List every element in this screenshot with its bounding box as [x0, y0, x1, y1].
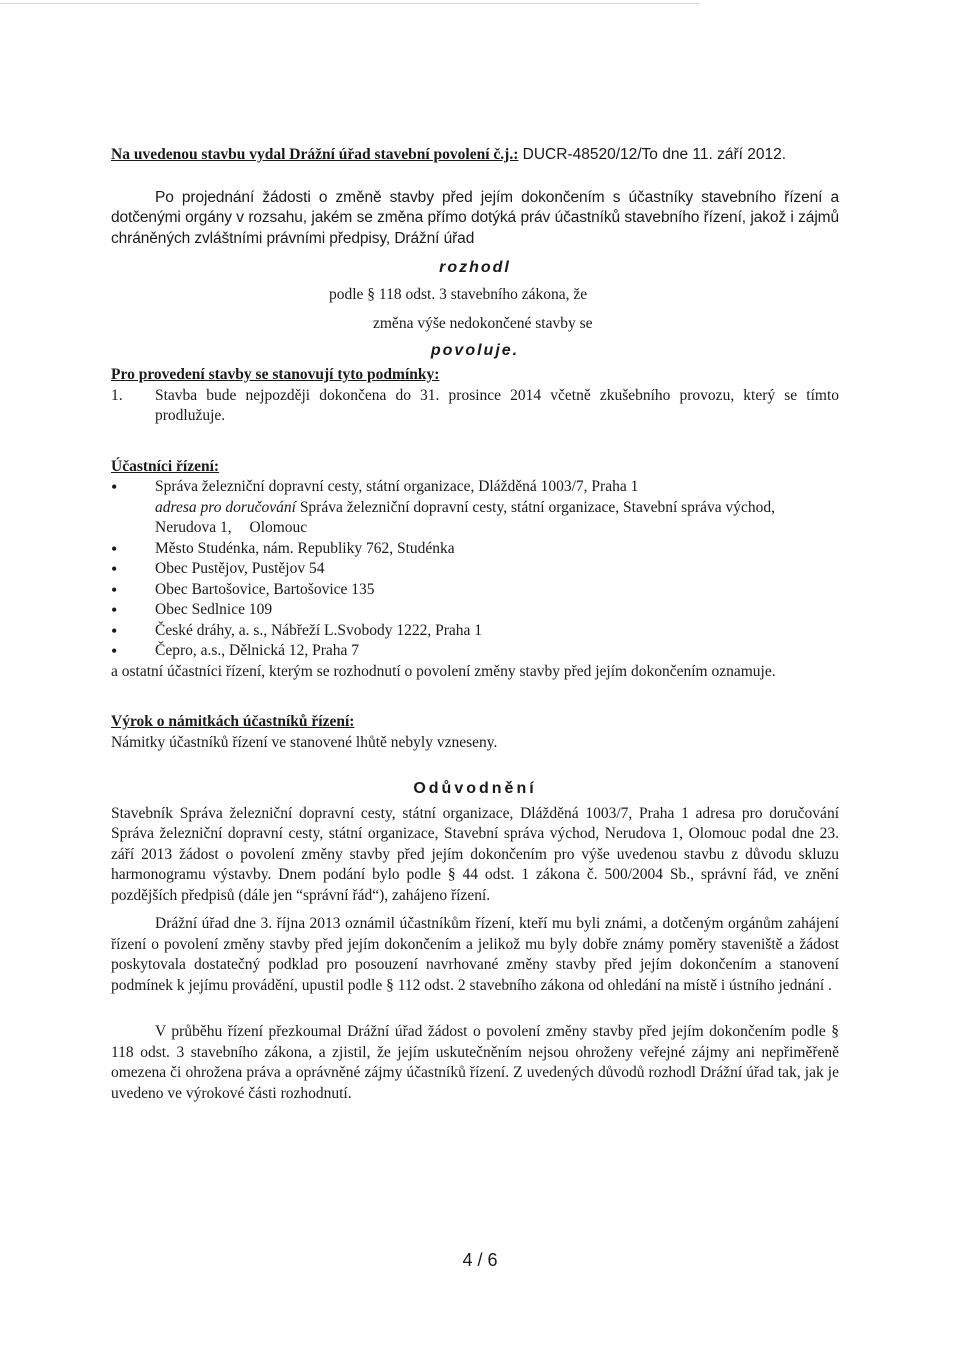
reasoning-paragraph-3: V průběhu řízení přezkoumal Drážní úřad žádost o povolení změny stavby před jejím dokončením podle § 118 odst. 3 stavebního zákona, a zjistil, že jejím uskutečněním nejsou ohroženy veřejné zájmy ani nepřiměřeně omezena či ohrožena práva a oprávněné zájmy účastníků řízení. Z uvedených důvodů rozhodl Drážní úřad tak, jak je uvedeno ve výrokové části rozhodnutí.: [111, 1023, 839, 1102]
top-scan-line: [0, 3, 700, 4]
decision-basis: podle § 118 odst. 3 stavebního zákona, že: [329, 285, 588, 303]
document-page: [111, 145, 839, 1104]
intro-paragraph: Po projednání žádosti o změně stavby před jejím dokončením s účastníky stavebního řízení a dotčenými orgány v rozsahu, jakém se změna přímo dotýká práv účastníků stavebního řízení, jakož i zájmů chráněných zvláštními právními předpisy, Drážní úřad: [111, 188, 839, 247]
participant-item: • Obec Bartošovice, Bartošovice 135: [111, 580, 839, 601]
participants-list: [111, 477, 839, 662]
participants-closing: a ostatní účastníci řízení, kterým se rozhodnutí o povolení změny stavby před jejím dokončením oznamuje.: [111, 662, 776, 680]
delivery-address: Správa železniční dopravní cesty, státní organizace, Stavební správa východ, Nerudova 1,: [155, 498, 775, 536]
delivery-address-city: Olomouc: [249, 519, 308, 536]
permit-reference: [111, 145, 839, 166]
participant-item: • České dráhy, a. s., Nábřeží L.Svobody 1222, Praha 1: [111, 621, 839, 642]
condition-number: 1.: [111, 386, 123, 404]
reasoning-title: Odůvodnění: [413, 780, 537, 797]
decision-heading: rozhodl: [439, 259, 511, 276]
participants-title: Účastníci řízení:: [111, 457, 220, 475]
reasoning-paragraph-2: Drážní úřad dne 3. října 2013 oznámil účastníkům řízení, kteří mu byli známi, a dotčeným orgánům zahájení řízení o povolení změny stavby před jejím dokončením a jelikož mu byly dobře známy poměry staveniště a žádost poskytovala dostatečný podklad pro posouzení navrhované změny stavby před jejím dokončením a stanovení podmínek k jejímu provádění, upustil podle § 112 odst. 2 stavebního zákona od ohledání na místě i ústního jednání .: [111, 915, 839, 994]
permit-reference-number: DUCR-48520/12/To dne 11. září 2012.: [518, 146, 787, 163]
permit-heading: povoluje.: [430, 341, 520, 359]
condition-text: Stavba bude nejpozději dokončena do 31. prosince 2014 včetně zkušebního provozu, který se tímto prodlužuje.: [155, 386, 839, 424]
objections-title: Výrok o námitkách účastníků řízení:: [111, 713, 355, 730]
participant-item: • Město Studénka, nám. Republiky 762, Studénka: [111, 539, 839, 560]
participant-item: [111, 477, 839, 539]
reasoning-paragraph-1: Stavebník Správa železniční dopravní cesty, státní organizace, Dlážděná 1003/7, Praha 1 adresa pro doručování Správa železniční dopravní cesty, státní organizace, Stavební správa východ, Nerudova 1, Olomouc podal dne 23. září 2013 žádost o povolení změny stavby před jejím dokončením pro výše uvedenou stavbu z důvodu skluzu harmonogramu výstavby. Dnem podání bylo podle § 44 odst. 1 zákona č. 500/2004 Sb., správní řád, ve znění pozdějších předpisů (dále jen “správní řád“), zahájeno řízení.: [111, 804, 839, 904]
participant-item: • Čepro, a.s., Dělnická 12, Praha 7: [111, 641, 839, 662]
participant-item: • Obec Sedlnice 109: [111, 600, 839, 621]
condition-item: [111, 386, 839, 427]
page-number: 4 / 6: [462, 1250, 498, 1270]
participant-item: • Obec Pustějov, Pustějov 54: [111, 559, 839, 580]
delivery-address-label: adresa pro doručování: [155, 498, 296, 516]
decision-object: změna výše nedokončené stavby se: [373, 315, 593, 332]
permit-reference-label: Na uvedenou stavbu vydal Drážní úřad stavební povolení č.j.:: [111, 146, 519, 163]
objections-text: Námitky účastníků řízení ve stanovené lhůtě nebyly vzneseny.: [111, 733, 498, 751]
conditions-title: Pro provedení stavby se stanovují tyto podmínky:: [111, 366, 440, 383]
participant-name: Správa železniční dopravní cesty, státní organizace, Dlážděná 1003/7, Praha 1: [155, 478, 639, 495]
